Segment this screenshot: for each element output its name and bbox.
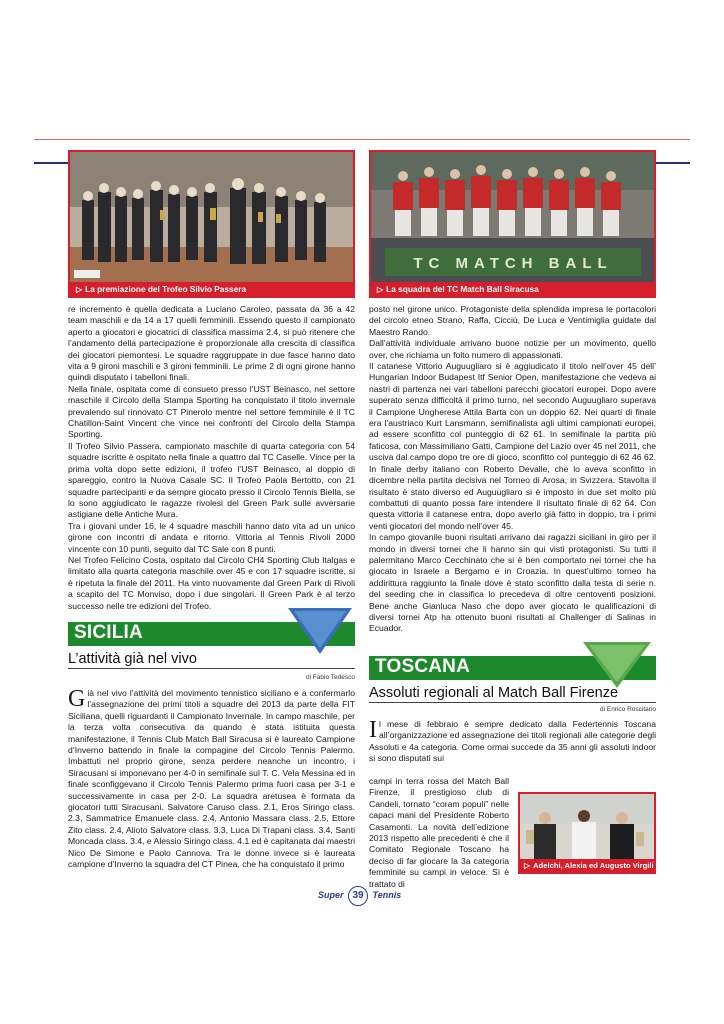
photo-caption-small bbox=[520, 859, 654, 872]
paragraph: Nella finale, ospitata come di consueto presso l’UST Beinasco, nel settore maschile il Circolo della Stampa Sporting ha conquistato il titolo invernale prevalendo sul rinnovato CT Pinerolo mentre nel settore femminile è il TC Chatillon-Saint Vincent che vince nei confronti del Circolo della Stampa Sporting. bbox=[68, 383, 355, 440]
right-article-column bbox=[369, 304, 656, 635]
toscana-article-intro bbox=[369, 719, 656, 765]
photo-virgili bbox=[518, 792, 656, 874]
photo-trofeo-passera bbox=[68, 150, 355, 298]
paragraph: Dall’attività individuale arrivano buone notizie per un movimento, quello over, che richiama un folto numero di appassionati. bbox=[369, 338, 656, 360]
top-rule bbox=[34, 139, 690, 140]
section-subtitle: L’attività già nel vivo bbox=[68, 650, 355, 669]
paragraph: Il Trofeo Silvio Passera, campionato maschile di quarta categoria con 54 squadre iscritte è ospitato nella finale a quattro dal TC Caselle. Vince per la prima volta dopo sette edizioni, il trofeo l’UST Beinasco, al doppio di spareggio, contro la Nuova Casale SC. Il Trofeo Paola Bertotto, con 21 squadre partecipanti e da sempre giocato presso il Circolo Tennis Biella, se lo sono aggiudicato le ragazze rivolesi del Green Park sulle avversarie astigiane delle Antiche Mura. bbox=[68, 440, 355, 520]
paragraph: Il catanese Vittorio Auguugliaro si è aggiudicato il titolo nell’over 45 dell’ Hungarian Indoor Budapest Itf Senior Open, manifestazione che vedeva ai nastri di partenza nei vari tabelloni parecchi giocatori europei. Dopo avere superato senza difficoltà il primo turno, nel secondo Auguugliaro superava il Campione Ungherese Attila Barta con un doppio 62. Nei quarti di finale era l’austriaco Kurt Lansmann, semifinalista agli ultimi campionati europei, ad essere sconfitto col punteggio di 62 61. In semifinale la partita più faticosa, con Massimiliano Gatti, Campione del Lazio over 45 nel 2011, che usciva dal campo dopo tre ore di gioco, sconfitto col punteggio di 62 46 62. In finale derby italiano con Roberto Devalle, che lo aveva sconfitto in dicembre nella partita decisiva nel Torneo di Arosa, in Svizzera. Stavolta il risultato è stato diverso ed Auguugliaro si è imposto in due set molto più combattuti di quanto possa fare intendere il risultato finale di 62 64. Con questa vittoria il catanese entra, dopo averlo già fatto in doppio, tra i primi venti giocatori del mondo nell’over 45. bbox=[369, 361, 656, 531]
photo-caption-right bbox=[371, 282, 654, 296]
header-rule-right bbox=[654, 162, 690, 164]
header-rule-left bbox=[34, 162, 68, 164]
caption-text: La squadra del TC Match Ball Siracusa bbox=[386, 284, 539, 294]
paragraph: posto nel girone unico. Protagoniste della splendida impresa le portacolori del circolo etneo Strano, Raffa, Cicciù, De Luca e Ventimiglia guidate dal Maestro Rando. bbox=[369, 304, 656, 337]
sicilia-section-header bbox=[68, 608, 355, 688]
toscana-article-body bbox=[369, 776, 509, 890]
section-wedge-icon bbox=[286, 608, 354, 656]
section-byline: di Fabio Tedesco bbox=[305, 674, 355, 681]
left-article-column bbox=[68, 304, 355, 612]
section-byline: di Enrico Roscitano bbox=[600, 706, 656, 713]
toscana-section-header bbox=[369, 640, 656, 716]
footer-brand-right: Tennis bbox=[372, 890, 402, 900]
paragraph: In campo giovanile buoni risultati arrivano dai ragazzi siciliani in giro per il mondo in diversi tornei che li hanno sin qui visti protagonisti. Su tutti il palermitano Marco Cecchinato che si è ben comportato nei tornei che ha giocato in Israele a Bergamo e in Croazia. In quest’ultimo torneo ha addirittura raggiunto la finale dove è stato sconfitto dalla testa di serie n. del seeding che in classifica lo precedeva di oltre centoventi posizioni. Bene anche Gianluca Naso che dopo aver giocato le qualificazioni di diversi tornei Atp ha ottenuto buoni risultati al Challenger di Salinas in Ecuador. bbox=[369, 532, 656, 634]
section-title: TOSCANA bbox=[369, 656, 656, 680]
paragraph: campi in terra rossa del Match Ball Firenze, il prestigioso club di Candeli, tornato “coram populi” nelle capaci mani del Presidente Roberto Casamonti. La novità dell’edizione 2013 rispetto alle precedenti è che il Comitato Regionale Toscano ha deciso di far giocare la 3a categoria femminile su campi in veloce. Sì è trattato di bbox=[369, 776, 509, 889]
page-footer bbox=[318, 886, 401, 906]
paragraph: ià nel vivo l’attività del movimento tennistico siciliano e a confermarlo l’assegnazione dei primi titoli a squadre del 2013 da parte della FIT Siciliana, quelli riguardanti il Campionato Invernale. In campo maschile, per la terza volta consecutiva da quando è stata istituita questa manifestazione, il Tennis Club Match Ball Siracusa si è laureato Campione d’Inverno battendo in finale la compagine del Circolo Tennis Palermo. Imbattuti nel proprio girone, senza perdere neanche un incontro, i Siracusani si imponevano per 4-0 in semifinale sul T. C. Vela Messina ed in finale sconfiggevano il Circolo Tennis Palermo prima fuori casa per 3-1 e successivamente in casa per 2-0. La squadra aretusea è formata da giocatori tutti Siracusani. Salvatore Caruso class. 2.1, Eros Siringo class. 2.3, Sammatrice Emanuele class. 2.4, Antonio Massara class. 2.5, Ettore Zito class. 2.4, Alioto Salvatore class. 3.3, Luca Di Trapani class. 3.4, Santi Moncada class. 3.4, e Alessio Siringo class. 4.1 ed è capitanata dai maestri Nico De Simone e Paolo Cannova. Tra le donne invece si è laureata campione d’Inverno la squadra del CT Pinea, che ha conquistato il primo bbox=[68, 688, 355, 870]
banner-text: TC MATCH BALL bbox=[413, 255, 613, 272]
caption-arrow-icon: ▷ bbox=[76, 285, 83, 294]
footer-brand-left: Super bbox=[318, 890, 344, 900]
paragraph: re incremento è quella dedicata a Luciano Caroleo, passata da 36 a 42 team maschili e da 14 a 17 quelli femminili. Essendo questo il campionato aperto a giocatori e giocatrici di classifica massima 2.4, si può ritenere che l’andamento della partecipazione è proporzionale alla crescita di classifica dei giocatori piemontesi. Le squadre raggruppate in due fasce hanno dato vita a 9 gironi maschili e 3 gironi femminili. Le prime 2 di ogni girone hanno quindi disputato i tabelloni finali. bbox=[68, 304, 355, 383]
drop-cap: I bbox=[369, 717, 377, 743]
page-number: 39 bbox=[348, 886, 368, 906]
photo-tc-match-ball-siracusa bbox=[369, 150, 656, 298]
paragraph: l mese di febbraio è sempre dedicato dalla Federtennis Toscana all’organizzazione ed assegnazione dei titoli regionali alle categorie degli Assoluti e 4a categoria. Come ormai succede da 35 anni gli assoluti indoor si sono disputati sui bbox=[369, 719, 656, 764]
section-wedge-icon bbox=[581, 642, 653, 690]
section-subtitle: Assoluti regionali al Match Ball Firenze bbox=[369, 684, 656, 703]
paragraph: Tra i giovani under 16, le 4 squadre maschili hanno dato vita ad un unico girone con incontri di andata e ritorno. Vittoria al Tennis Rivoli 2000 vincente con 10 punti, seguito dal TC Sale con 8 punti. bbox=[68, 520, 355, 554]
award-ceremony-image bbox=[70, 152, 353, 296]
sicilia-article-body bbox=[68, 688, 355, 871]
drop-cap: G bbox=[68, 686, 86, 712]
caption-text: La premiazione del Trofeo Silvio Passera bbox=[85, 284, 247, 294]
caption-arrow-icon: ▷ bbox=[377, 285, 384, 294]
team-photo-image bbox=[371, 152, 654, 296]
paragraph: Nel Trofeo Felicino Costa, ospitato dal Circolo CH4 Sporting Club Italgas e limitato alla quarta categoria maschile over 45 e con 17 squadre iscritte, si è ripetuta la finale del 2011. Ha vinto nuovamente dal Green Park di Rivoli a scapito del TC Monviso, dopo i due singolari. Il Green Park è al terzo successo nelle tre edizioni del Trofeo. bbox=[68, 554, 355, 611]
photo-caption-left bbox=[70, 282, 353, 296]
caption-text: Adelchi, Alexia ed Augusto Virgili bbox=[533, 861, 654, 870]
caption-arrow-icon: ▷ bbox=[524, 861, 531, 870]
section-title: SICILIA bbox=[68, 622, 355, 646]
